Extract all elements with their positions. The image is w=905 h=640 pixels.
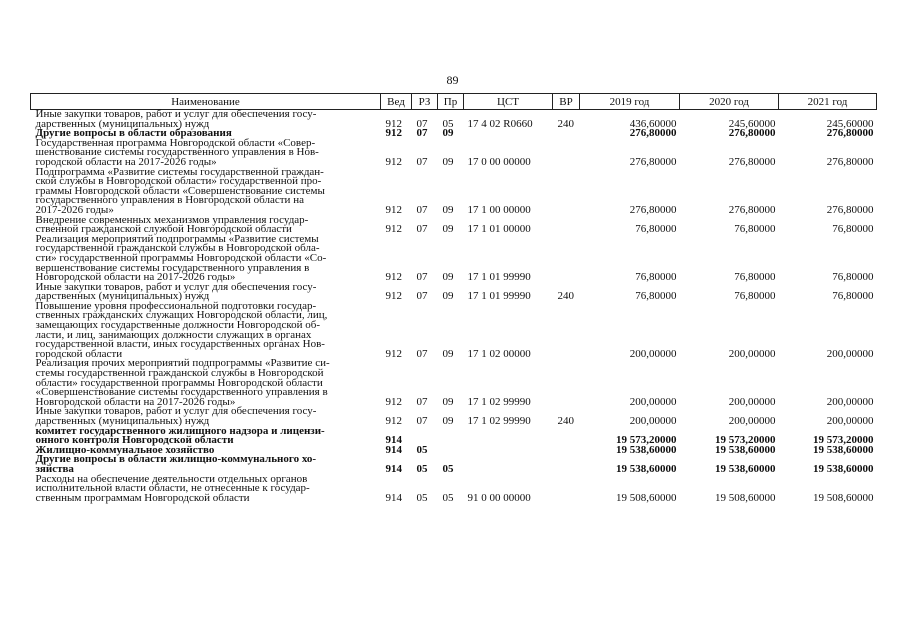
- row-vr: [553, 427, 580, 446]
- row-value-2020: 19 538,60000: [715, 443, 776, 456]
- row-value-2021: 276,80000: [826, 203, 874, 216]
- row-ved: 912: [385, 127, 402, 140]
- header-pr: Пр: [438, 94, 464, 110]
- header-2019: 2019 год: [580, 94, 680, 110]
- row-value-2020: 276,80000: [728, 203, 776, 216]
- row-name: Повышение уровня профессиональной подготовки государ- ственных гражданских служащих Новгородской области, лиц, замещающих государственные должности Новгородской об- ласти, и лиц, занимающих должности служащих в органах государственной власти, иных государственных органах Нов- городской области: [35, 299, 328, 360]
- row-ved: 912: [385, 223, 402, 236]
- row-vr: [553, 359, 580, 407]
- row-rz: 07: [416, 415, 428, 427]
- row-vr: 240: [557, 290, 574, 303]
- row-value-2021: 76,80000: [832, 271, 874, 284]
- row-value-2019: 276,80000: [629, 203, 677, 216]
- row-ved: 912: [385, 117, 402, 130]
- header-vr: ВР: [553, 94, 580, 110]
- row-pr: [438, 446, 464, 456]
- row-rz: 07: [416, 395, 428, 408]
- row-value-2020: 76,80000: [734, 223, 776, 236]
- row-vr: [553, 475, 580, 504]
- row-pr: 09: [442, 347, 454, 360]
- row-ved: 912: [385, 290, 402, 303]
- row-vr: [553, 446, 580, 456]
- row-ved: 914: [385, 462, 402, 475]
- table-row: [31, 407, 877, 426]
- row-value-2020: 76,80000: [734, 290, 776, 303]
- row-rz: 07: [416, 127, 428, 140]
- row-cst: [464, 455, 553, 474]
- row-rz: 07: [416, 347, 428, 360]
- row-pr: 09: [442, 203, 454, 216]
- row-vr: [553, 168, 580, 216]
- table-row: [31, 283, 877, 302]
- row-value-2020: 19 573,20000: [715, 434, 776, 447]
- row-pr: 05: [442, 491, 454, 504]
- row-value-2019: 436,60000: [629, 117, 677, 130]
- row-value-2021: 19 508,60000: [813, 491, 874, 504]
- row-ved: 912: [385, 203, 402, 216]
- table-row: [31, 427, 877, 446]
- row-rz: 05: [416, 462, 428, 475]
- row-pr: 05: [442, 462, 454, 475]
- row-pr: 05: [442, 117, 454, 130]
- row-value-2020: 276,80000: [728, 127, 776, 140]
- row-cst: 17 1 00 00000: [467, 203, 531, 216]
- row-name: Иные закупки товаров, работ и услуг для обеспечения госу- дарственных (муниципальных) нужд: [35, 405, 317, 427]
- row-value-2021: 200,00000: [826, 347, 874, 360]
- row-value-2019: 76,80000: [635, 271, 677, 284]
- row-pr: [438, 427, 464, 446]
- row-rz: 05: [416, 443, 428, 456]
- row-value-2019: 200,00000: [629, 395, 677, 408]
- row-vr: [553, 455, 580, 474]
- row-value-2019: 276,80000: [629, 127, 677, 140]
- header-name: Наименование: [31, 94, 381, 110]
- row-cst: 17 1 01 00000: [467, 223, 531, 236]
- row-name: Подпрограмма «Развитие системы государственной граждан- ской службы в Новгородской области» государственной про- граммы Новгородской области «Совершенствование системы государственного управления в Новгородской области на 2017-2026 годы»: [35, 165, 325, 216]
- row-value-2020: 76,80000: [734, 271, 776, 284]
- row-value-2019: 19 538,60000: [616, 443, 677, 456]
- row-cst: 17 4 02 R0660: [467, 117, 533, 130]
- row-value-2020: 276,80000: [728, 155, 776, 168]
- row-value-2021: 200,00000: [826, 415, 874, 427]
- row-name: Жилищно-коммунальное хозяйство: [35, 443, 215, 456]
- row-name: Другие вопросы в области образования: [35, 127, 232, 140]
- table-row: [31, 235, 877, 283]
- row-cst: 17 1 01 99990: [467, 290, 531, 303]
- row-value-2020: 19 508,60000: [715, 491, 776, 504]
- row-pr: 09: [442, 223, 454, 236]
- row-value-2019: 19 538,60000: [616, 462, 677, 475]
- row-value-2019: 76,80000: [635, 290, 677, 303]
- row-value-2021: 76,80000: [832, 223, 874, 236]
- row-pr: 09: [442, 127, 454, 140]
- row-rz: 07: [416, 223, 428, 236]
- row-value-2021: 276,80000: [826, 155, 874, 168]
- row-ved: 914: [385, 443, 402, 456]
- row-ved: 912: [385, 271, 402, 284]
- table-row: [31, 359, 877, 407]
- row-cst: 17 1 01 99990: [467, 271, 531, 284]
- row-value-2021: 200,00000: [826, 395, 874, 408]
- row-pr: 09: [442, 290, 454, 303]
- row-value-2019: 200,00000: [629, 347, 677, 360]
- row-name: Внедрение современных механизмов управления государ- ственной гражданской службой Новгородской области: [35, 213, 309, 236]
- row-cst: [464, 446, 553, 456]
- page-number: 89: [446, 73, 459, 87]
- row-cst: 91 0 00 00000: [467, 491, 531, 504]
- row-rz: 07: [416, 155, 428, 168]
- row-name: Реализация мероприятий подпрограммы «Развитие системы государственной гражданской службы в Новгородской обла- сти» государственной программы Новгородской области «Со- вершенствование системы государственного управления в Новгородской области на 2017-2026 годы»: [35, 232, 327, 284]
- table-row: [31, 139, 877, 168]
- table-row: [31, 216, 877, 235]
- row-rz: 05: [416, 491, 428, 504]
- row-name: Другие вопросы в области жилищно-коммунального хо- зяйства: [35, 453, 317, 475]
- row-rz: 07: [416, 271, 428, 284]
- row-vr: 240: [557, 117, 574, 130]
- row-ved: 912: [385, 347, 402, 360]
- row-ved: 912: [385, 415, 402, 427]
- row-name: Иные закупки товаров, работ и услуг для обеспечения госу- дарственных (муниципальных) нужд: [35, 280, 317, 303]
- row-ved: 914: [385, 491, 402, 504]
- row-value-2021: 19 538,60000: [813, 462, 874, 475]
- row-cst: [464, 129, 553, 139]
- row-name: Иные закупки товаров, работ и услуг для обеспечения госу- дарственных (муниципальных) нужд: [35, 108, 317, 130]
- row-value-2021: 276,80000: [826, 127, 874, 140]
- budget-table: [30, 93, 877, 503]
- row-cst: 17 0 00 00000: [467, 155, 531, 168]
- row-value-2021: 19 573,20000: [813, 434, 874, 447]
- row-rz: [412, 427, 438, 446]
- row-name: Реализация прочих мероприятий подпрограммы «Развитие си- стемы государственной гражданской службы в Новгородской области» государственной программы Новгородской области «Совершенствование системы государственного управления в Новгородской области на 2017-2026 годы»: [35, 357, 330, 408]
- row-pr: 09: [442, 395, 454, 408]
- row-rz: 07: [416, 290, 428, 303]
- table-row: [31, 302, 877, 360]
- header-rz: РЗ: [412, 94, 438, 110]
- row-name: Расходы на обеспечение деятельности отдельных органов исполнительной власти области, не отнесенные к государ- ственным программам Новгородской области: [35, 472, 310, 504]
- row-cst: [464, 427, 553, 446]
- row-rz: 07: [416, 203, 428, 216]
- row-value-2019: 76,80000: [635, 223, 677, 236]
- row-value-2019: 19 573,20000: [616, 434, 677, 447]
- row-vr: [553, 139, 580, 168]
- row-value-2019: 200,00000: [629, 415, 677, 427]
- row-value-2021: 76,80000: [832, 290, 874, 303]
- row-rz: 07: [416, 117, 428, 130]
- row-vr: 240: [557, 415, 574, 427]
- row-value-2020: 200,00000: [728, 347, 776, 360]
- row-vr: [553, 129, 580, 139]
- row-value-2019: 276,80000: [629, 155, 677, 168]
- row-value-2020: 200,00000: [728, 415, 776, 427]
- row-cst: 17 1 02 99990: [467, 415, 531, 427]
- row-value-2020: 200,00000: [728, 395, 776, 408]
- table-row: [31, 475, 877, 504]
- header-cst: ЦСТ: [464, 94, 553, 110]
- row-name: комитет государственного жилищного надзора и лицензи- онного контроля Новгородской области: [35, 424, 325, 447]
- table-row: [31, 168, 877, 216]
- row-cst: 17 1 02 99990: [467, 395, 531, 408]
- row-value-2021: 19 538,60000: [813, 443, 874, 456]
- row-value-2021: 245,60000: [826, 117, 874, 130]
- row-ved: 912: [385, 395, 402, 408]
- row-value-2020: 19 538,60000: [715, 462, 776, 475]
- row-vr: [553, 235, 580, 283]
- row-cst: 17 1 02 00000: [467, 347, 531, 360]
- row-ved: 912: [385, 155, 402, 168]
- row-vr: [553, 216, 580, 235]
- row-value-2019: 19 508,60000: [616, 491, 677, 504]
- header-2021: 2021 год: [779, 94, 877, 110]
- row-name: Государственная программа Новгородской области «Совер- шенствование системы государственного управления в Нов- городской области на 2017-2026 годы»: [35, 136, 319, 168]
- row-vr: [553, 302, 580, 360]
- row-ved: 914: [385, 434, 402, 447]
- row-pr: 09: [442, 155, 454, 168]
- row-pr: 09: [442, 271, 454, 284]
- header-2020: 2020 год: [680, 94, 779, 110]
- row-value-2020: 245,60000: [728, 117, 776, 130]
- table-row: [31, 455, 877, 474]
- header-ved: Вед: [381, 94, 412, 110]
- row-pr: 09: [442, 415, 454, 427]
